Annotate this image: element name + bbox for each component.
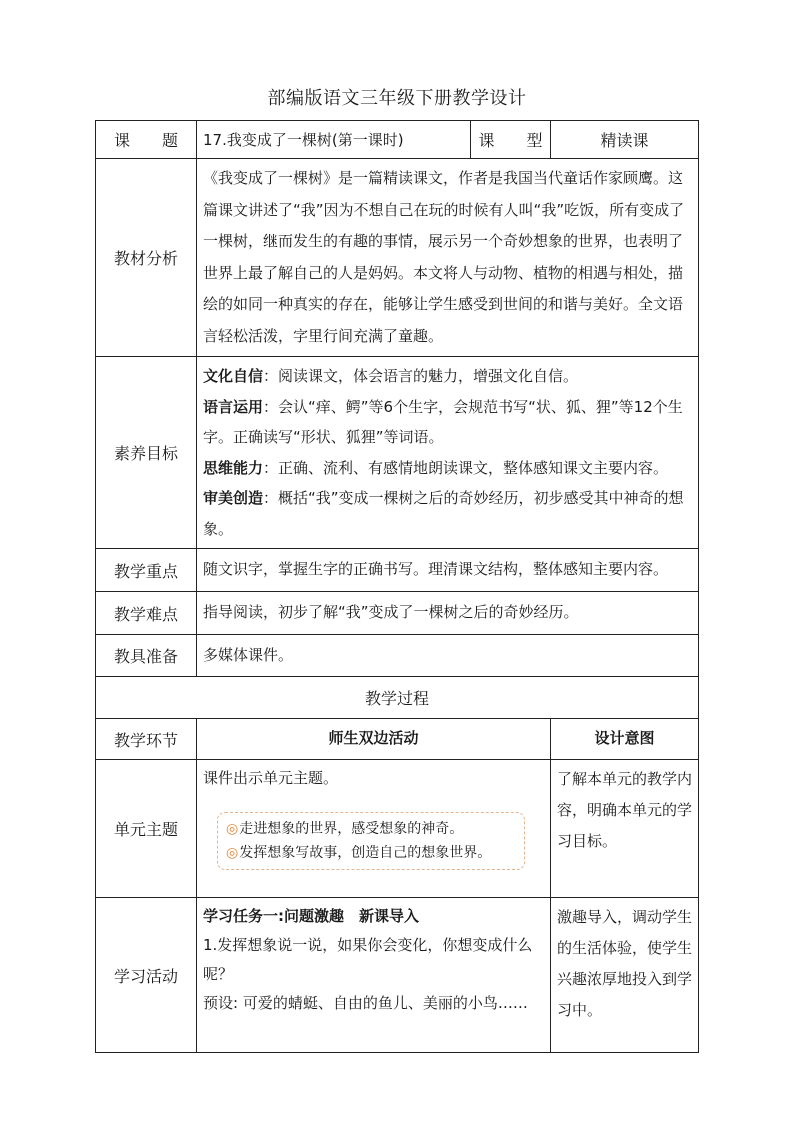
goal-item: 审美创造：概括“我”变成一棵树之后的奇妙经历，初步感受其中神奇的想象。 [203, 489, 684, 538]
info-row [96, 121, 699, 159]
tools-row [96, 635, 699, 677]
unit-theme-intro: 课件出示单元主题。 [203, 769, 339, 787]
process-title-row [96, 677, 699, 719]
key-points-label: 教学重点 [96, 549, 197, 592]
theme-item: ◎发挥想象写故事，创造自己的想象世界。 [226, 845, 492, 861]
col-activity-header: 师生双边活动 [197, 719, 551, 760]
topic-label: 课 题 [96, 121, 197, 159]
activity-content [197, 898, 551, 1053]
key-points-text: 随文识字，掌握生字的正确书写。理清课文结构，整体感知主要内容。 [197, 549, 699, 592]
analysis-row [96, 159, 699, 357]
activity-task-title: 学习任务一:问题激趣 新课导入 [203, 907, 420, 925]
tools-label: 教具准备 [96, 635, 197, 677]
goal-item: 思维能力：正确、流利、有感情地朗读课文，整体感知课文主要内容。 [203, 458, 669, 477]
difficulties-row [96, 592, 699, 635]
analysis-label: 教材分析 [96, 159, 197, 357]
difficulties-text: 指导阅读，初步了解“我”变成了一棵树之后的奇妙经历。 [197, 592, 699, 635]
theme-item: ◎走进想象的世界，感受想象的神奇。 [226, 821, 464, 837]
circle-bullet-icon: ◎ [226, 821, 239, 837]
goals-row [96, 357, 699, 549]
unit-theme-content [197, 760, 551, 898]
topic-value: 17.我变成了一棵树(第一课时) [197, 121, 471, 159]
unit-theme-box [217, 812, 525, 870]
document-title: 部编版语文三年级下册教学设计 [267, 88, 527, 109]
goal-item: 语言运用：会认“痒、鳄”等6个生字，会规范书写“状、狐、狸”等12个生字。正确读写“形状、狐狸”等词语。 [203, 397, 683, 446]
circle-bullet-icon: ◎ [226, 845, 239, 861]
type-value: 精读课 [551, 121, 699, 159]
key-points-row [96, 549, 699, 592]
activity-preset: 预设: 可爱的蜻蜓、自由的鱼儿、美丽的小鸟…… [203, 994, 528, 1012]
process-title: 教学过程 [96, 677, 699, 719]
activity-row [96, 898, 699, 1053]
unit-theme-intent: 了解本单元的教学内容，明确本单元的学习目标。 [551, 760, 699, 898]
col-intent-header: 设计意图 [551, 719, 699, 760]
process-header-row [96, 719, 699, 760]
goals-list [197, 357, 699, 549]
difficulties-label: 教学难点 [96, 592, 197, 635]
type-label: 课 型 [471, 121, 551, 159]
analysis-text: 《我变成了一棵树》是一篇精读课文，作者是我国当代童话作家顾鹰。这篇课文讲述了“我”因为不想自己在玩的时候有人叫“我”吃饭，所有变成了一棵树，继而发生的有趣的事情，展示另一个奇妙想象的世界，也表明了世界上最了解自己的人是妈妈。本文将人与动物、植物的相遇与相处，描绘的如同一种真实的存在，能够让学生感受到世间的和谐与美好。全文语言轻松活泼，字里行间充满了童趣。 [197, 159, 699, 357]
lesson-plan-table [95, 120, 699, 1053]
col-stage-header: 教学环节 [96, 719, 197, 760]
unit-theme-row [96, 760, 699, 898]
goal-item: 文化自信：阅读课文，体会语言的魅力，增强文化自信。 [203, 367, 579, 385]
tools-text: 多媒体课件。 [197, 635, 699, 677]
activity-intent: 激趣导入，调动学生的生活体验，使学生兴趣浓厚地投入到学习中。 [551, 898, 699, 1053]
unit-theme-label: 单元主题 [96, 760, 197, 898]
goals-label: 素养目标 [96, 357, 197, 549]
activity-label: 学习活动 [96, 898, 197, 1053]
activity-question: 1.发挥想象说一说，如果你会变化，你想变成什么呢？ [203, 936, 533, 983]
